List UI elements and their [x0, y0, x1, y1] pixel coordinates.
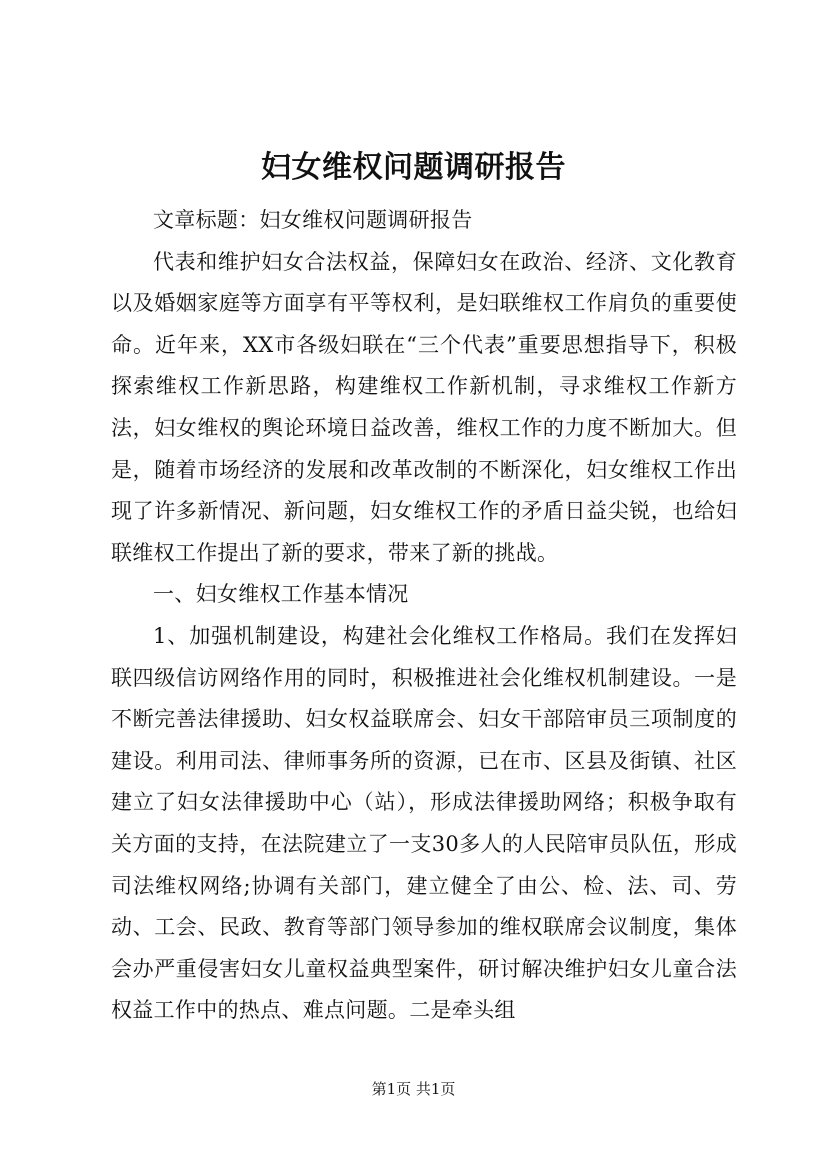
body-paragraph: 1、加强机制建设，构建社会化维权工作格局。我们在发挥妇联四级信访网络作用的同时，积极推进社会化维权机制建设。一是不断完善法律援助、妇女权益联席会、妇女干部陪审员三项制度的建设。利用司法、律师事务所的资源，已在市、区县及街镇、社区建立了妇女法律援助中心（站），形成法律援助网络；积极争取有关方面的支持，在法院建立了一支30多人的人民陪审员队伍，形成司法维权网络;协调有关部门，建立健全了由公、检、法、司、劳动、工会、民政、教育等部门领导参加的维权联席会议制度，集体会办严重侵害妇女儿童权益典型案件，研讨解决维护妇女儿童合法权益工作中的热点、难点问题。二是牵头组: [111, 623, 737, 1023]
article-title-line: 文章标题：妇女维权问题调研报告: [153, 208, 473, 232]
document-body: [111, 200, 737, 1032]
intro-paragraph: 代表和维护妇女合法权益，保障妇女在政治、经济、文化教育以及婚姻家庭等方面享有平等权利，是妇联维权工作肩负的重要使命。近年来，XX市各级妇联在“三个代表”重要思想指导下，积极探索维权工作新思路，构建维权工作新机制，寻求维权工作新方法，妇女维权的舆论环境日益改善，维权工作的力度不断加大。但是，随着市场经济的发展和改革改制的不断深化，妇女维权工作出现了许多新情况、新问题，妇女维权工作的矛盾日益尖锐，也给妇联维权工作提出了新的要求，带来了新的挑战。: [111, 249, 737, 565]
document-title: 妇女维权问题调研报告: [261, 150, 566, 185]
page-footer: 第1页 共1页: [371, 1080, 456, 1098]
section-heading: 一、妇女维权工作基本情况: [153, 582, 409, 607]
